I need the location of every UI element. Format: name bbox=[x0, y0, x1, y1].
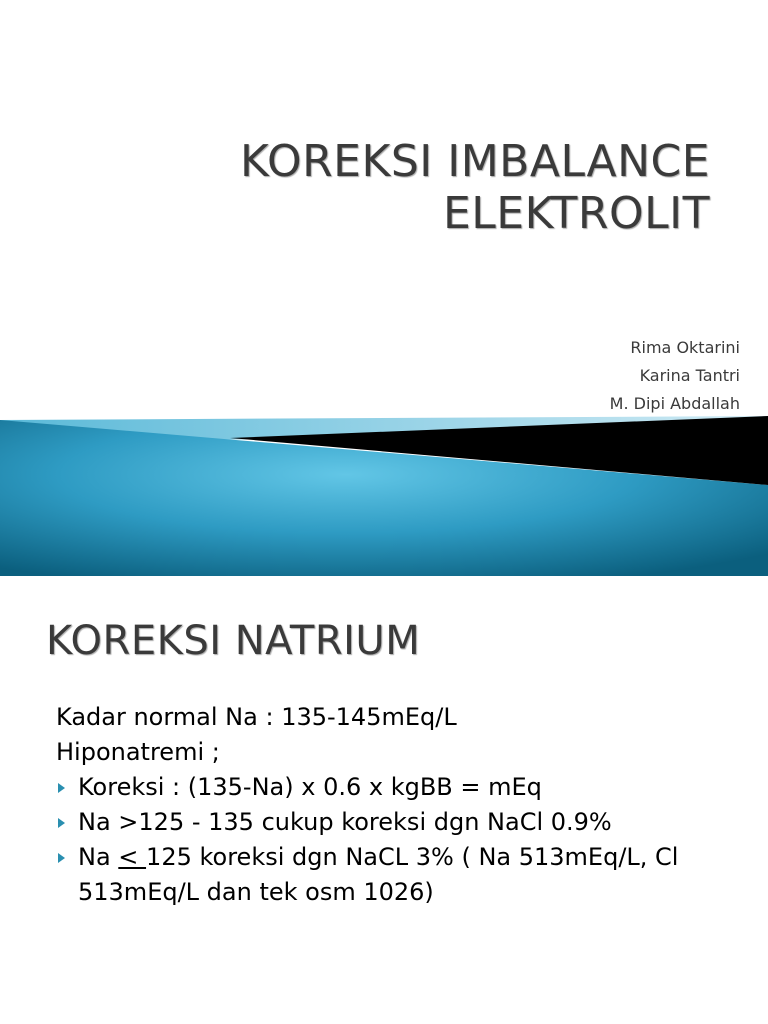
bullet-correction-formula bbox=[56, 770, 756, 805]
arrow-bullet-icon bbox=[58, 818, 65, 828]
bullet-prefix: Koreksi : bbox=[78, 773, 188, 801]
bullet-text: 125 koreksi dgn NaCL 3% ( Na 513mEq/L, Cl 513mEq/L dan tek osm 1026) bbox=[78, 843, 679, 906]
bullet-text: Na >125 - 135 cukup koreksi dgn NaCl 0.9% bbox=[78, 808, 612, 836]
bullet-mild-correction bbox=[56, 805, 756, 840]
author-2: Karina Tantri bbox=[639, 366, 740, 385]
arrow-bullet-icon bbox=[58, 783, 65, 793]
normal-range-text: Kadar normal Na : 135-145mEq/L bbox=[56, 703, 457, 731]
less-than-or-equal-symbol: < bbox=[118, 843, 147, 871]
slide-body bbox=[56, 700, 756, 910]
title-line-2: ELEKTROLIT bbox=[442, 188, 710, 239]
author-1: Rima Oktarini bbox=[630, 338, 740, 357]
author-3: M. Dipi Abdallah bbox=[609, 394, 740, 413]
correction-formula: (135-Na) x 0.6 x kgBB = mEq bbox=[187, 773, 542, 801]
slide-title: KOREKSI NATRIUM bbox=[46, 618, 421, 664]
title-line-1: KOREKSI IMBALANCE bbox=[240, 136, 710, 187]
bullet-severe-correction bbox=[56, 840, 758, 910]
content-slide bbox=[0, 576, 768, 1024]
arrow-bullet-icon bbox=[58, 853, 65, 863]
hiponatremi-heading: Hiponatremi ; bbox=[56, 738, 220, 766]
bullet-prefix: Na bbox=[78, 843, 119, 871]
